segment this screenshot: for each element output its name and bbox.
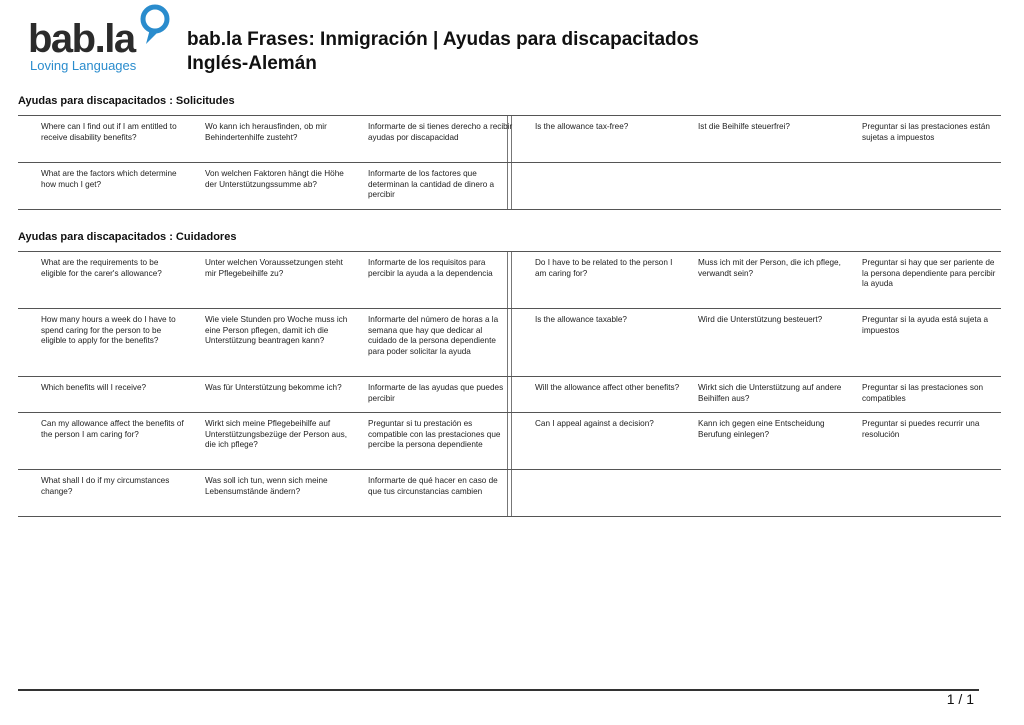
phrase-spanish: Informarte de si tienes derecho a recibir ayudas por discapacidad — [368, 122, 513, 142]
phrase-english: Is the allowance taxable? — [535, 315, 627, 324]
section-heading-solicitudes: Ayudas para discapacitados : Solicitudes — [18, 95, 235, 107]
phrase-german: Muss ich mit der Person, die ich pflege, verwandt sein? — [698, 258, 841, 278]
table-row — [18, 116, 1001, 163]
phrase-german: Wie viele Stunden pro Woche muss ich eine Person pflegen, damit ich die Unterstützung beantragen kann? — [205, 315, 348, 346]
title-line-2: Inglés-Alemán — [187, 53, 317, 74]
phrase-spanish: Preguntar si las prestaciones son compatibles — [862, 383, 984, 403]
babla-logo — [28, 4, 178, 76]
table-row — [18, 413, 1001, 470]
phrase-spanish: Informarte del número de horas a la semana que hay que dedicar al cuidado de la persona dependiente para poder solicitar la ayuda — [368, 315, 499, 356]
phrase-english: Can I appeal against a decision? — [535, 419, 654, 428]
page-title — [187, 28, 699, 76]
phrase-german: Ist die Beihilfe steuerfrei? — [698, 122, 790, 131]
page-number: 1 / 1 — [946, 691, 974, 707]
phrase-spanish: Preguntar si la ayuda está sujeta a impuestos — [862, 315, 989, 335]
phrase-spanish: Preguntar si hay que ser pariente de la persona dependiente para percibir la ayuda — [862, 258, 996, 289]
table-row — [18, 377, 1001, 413]
phrase-table-cuidadores — [18, 251, 1001, 517]
phrase-german: Von welchen Faktoren hängt die Höhe der Unterstützungssumme ab? — [205, 169, 344, 189]
table-row — [18, 163, 1001, 210]
phrase-spanish: Informarte de qué hacer en caso de que tus circunstancias cambien — [368, 476, 498, 496]
table-row — [18, 470, 1001, 517]
phrase-spanish: Informarte de los requisitos para percibir la ayuda a la dependencia — [368, 258, 493, 278]
speech-bubble-icon — [138, 4, 172, 48]
phrase-english: What are the factors which determine how much I get? — [41, 169, 177, 189]
phrase-spanish: Preguntar si tu prestación es compatible con las prestaciones que percibe la persona dependiente — [368, 419, 501, 450]
phrase-english: Which benefits will I receive? — [41, 383, 147, 392]
phrase-spanish: Informarte de las ayudas que puedes percibir — [368, 383, 504, 403]
footer-divider — [18, 689, 979, 691]
phrase-german: Wird die Unterstützung besteuert? — [698, 315, 823, 324]
phrase-spanish: Informarte de los factores que determinan la cantidad de dinero a percibir — [368, 169, 495, 200]
title-line-1: bab.la Frases: Inmigración | Ayudas para discapacitados — [187, 29, 699, 50]
phrase-german: Wo kann ich herausfinden, ob mir Behindertenhilfe zusteht? — [205, 122, 327, 142]
phrase-english: What shall I do if my circumstances change? — [41, 476, 170, 496]
phrase-german: Wirkt sich meine Pflegebeihilfe auf Unterstützungsbezüge der Person aus, die ich pflege? — [205, 419, 348, 450]
phrase-german: Was soll ich tun, wenn sich meine Lebensumstände ändern? — [205, 476, 328, 496]
phrase-english: Is the allowance tax-free? — [535, 122, 629, 131]
phrase-english: Can my allowance affect the benefits of the person I am caring for? — [41, 419, 184, 439]
phrase-english: Do I have to be related to the person I am caring for? — [535, 258, 673, 278]
phrase-english: How many hours a week do I have to spend caring for the person to be eligible to apply for the benefits? — [41, 315, 176, 346]
phrase-spanish: Preguntar si puedes recurrir una resolución — [862, 419, 980, 439]
phrase-english: Will the allowance affect other benefits? — [535, 383, 680, 392]
table-row — [18, 309, 1001, 377]
table-row — [18, 252, 1001, 309]
phrase-german: Unter welchen Voraussetzungen steht mir Pflegebeihilfe zu? — [205, 258, 343, 278]
phrase-german: Was für Unterstützung bekomme ich? — [205, 383, 342, 392]
phrase-spanish: Preguntar si las prestaciones están sujetas a impuestos — [862, 122, 990, 142]
phrase-german: Kann ich gegen eine Entscheidung Berufung einlegen? — [698, 419, 825, 439]
phrase-english: Where can I find out if I am entitled to receive disability benefits? — [41, 122, 177, 142]
logo-tagline: Loving Languages — [30, 58, 137, 73]
phrase-table-solicitudes — [18, 115, 1001, 210]
phrase-german: Wirkt sich die Unterstützung auf andere Beihilfen aus? — [698, 383, 842, 403]
section-heading-cuidadores: Ayudas para discapacitados : Cuidadores — [18, 231, 237, 243]
phrase-english: What are the requirements to be eligible for the carer's allowance? — [41, 258, 162, 278]
logo-wordmark: bab.la — [28, 17, 135, 61]
